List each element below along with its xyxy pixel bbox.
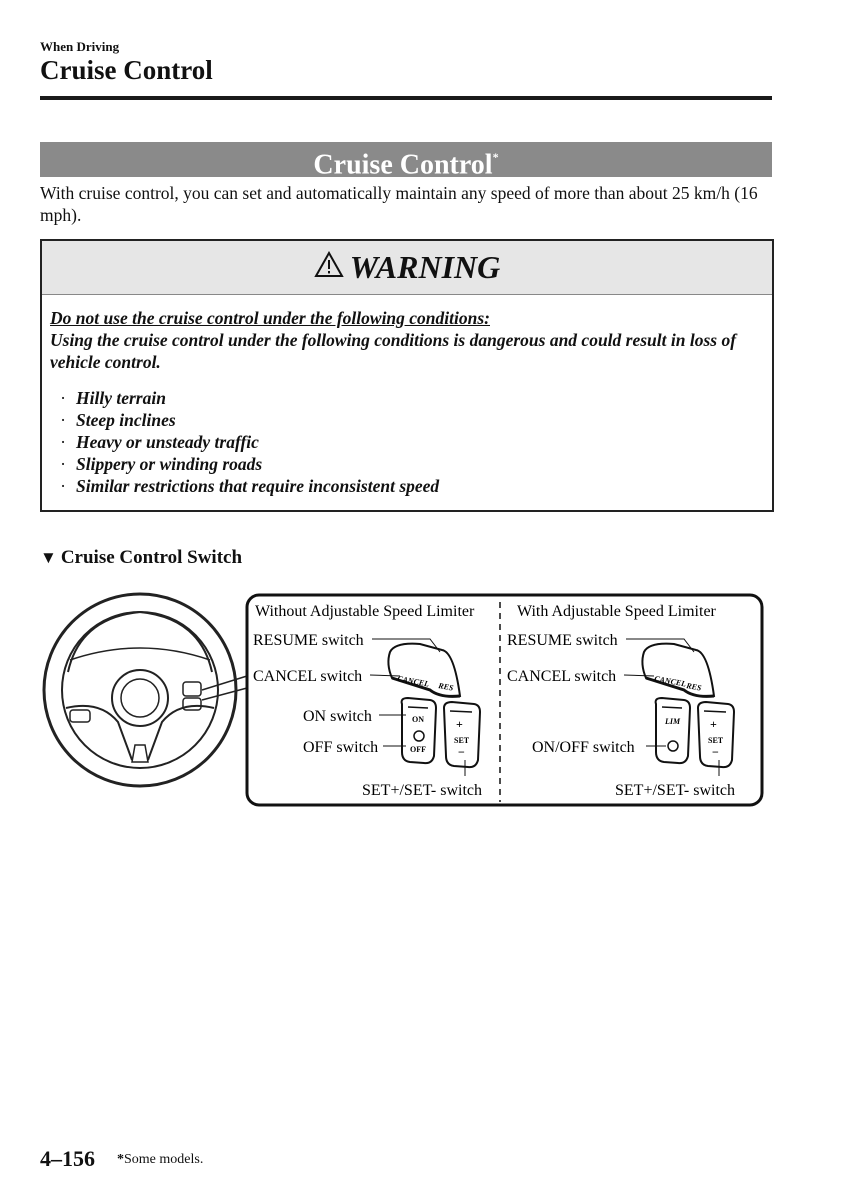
section-title: Cruise Control bbox=[40, 55, 213, 85]
warning-header bbox=[42, 241, 772, 295]
list-item: · Heavy or unsteady traffic bbox=[60, 432, 259, 452]
svg-text:RES: RES bbox=[437, 681, 455, 693]
set-button-right bbox=[698, 702, 734, 767]
steering-wheel-illustration bbox=[44, 594, 247, 786]
warning-body bbox=[50, 307, 765, 497]
page-number: 4–156 bbox=[40, 1146, 95, 1171]
panel-title-left: Without Adjustable Speed Limiter bbox=[255, 603, 475, 620]
svg-text:SET: SET bbox=[708, 736, 724, 745]
warning-triangle-icon bbox=[314, 251, 344, 278]
switch-diagram bbox=[40, 590, 770, 810]
svg-text:−: − bbox=[712, 745, 719, 759]
banner-marker: * bbox=[492, 150, 499, 164]
list-item: · Steep inclines bbox=[60, 410, 176, 430]
label-onoff-right: ON/OFF switch bbox=[532, 739, 635, 756]
svg-text:RES: RES bbox=[685, 681, 703, 693]
on-off-button-left bbox=[402, 698, 436, 763]
warning-list bbox=[50, 387, 765, 497]
label-cancel-left: CANCEL switch bbox=[253, 668, 363, 685]
section-label: When Driving bbox=[40, 39, 120, 54]
down-triangle-icon: ▼ bbox=[40, 548, 57, 567]
warning-text: Using the cruise control under the following conditions is dangerous and could result in loss of vehicle control. bbox=[50, 330, 737, 372]
header-rule bbox=[40, 96, 772, 100]
label-off-left: OFF switch bbox=[303, 739, 379, 756]
list-item: · Similar restrictions that require inconsistent speed bbox=[60, 476, 440, 496]
warning-title: WARNING bbox=[349, 249, 501, 285]
label-resume-left: RESUME switch bbox=[253, 632, 364, 649]
warning-box bbox=[40, 239, 774, 512]
banner-title: Cruise Control bbox=[313, 149, 493, 181]
svg-text:−: − bbox=[458, 745, 465, 759]
footnote: *Some models. bbox=[117, 1152, 204, 1167]
label-on-left: ON switch bbox=[303, 708, 372, 725]
svg-text:SET: SET bbox=[454, 736, 470, 745]
list-item: · Hilly terrain bbox=[60, 388, 166, 408]
list-item: · Slippery or winding roads bbox=[60, 454, 263, 474]
intro-paragraph: With cruise control, you can set and automatically maintain any speed of more than about 25 km/h (16 mph). bbox=[40, 183, 758, 225]
subsection-heading: ▼ Cruise Control Switch bbox=[40, 547, 243, 568]
warning-lead: Do not use the cruise control under the following conditions: bbox=[50, 308, 490, 328]
svg-text:OFF: OFF bbox=[410, 745, 426, 754]
set-button-left bbox=[444, 702, 480, 767]
panel-title-right: With Adjustable Speed Limiter bbox=[517, 603, 716, 620]
label-resume-right: RESUME switch bbox=[507, 632, 618, 649]
label-set-left: SET+/SET- switch bbox=[362, 782, 482, 799]
lim-button-right bbox=[656, 698, 690, 763]
svg-text:LIM: LIM bbox=[665, 717, 681, 726]
label-set-right: SET+/SET- switch bbox=[615, 782, 735, 799]
topic-banner bbox=[40, 142, 772, 181]
svg-text:+: + bbox=[456, 717, 463, 731]
svg-text:+: + bbox=[710, 717, 717, 731]
svg-text:CANCEL: CANCEL bbox=[653, 674, 687, 689]
label-cancel-right: CANCEL switch bbox=[507, 668, 617, 685]
svg-text:ON: ON bbox=[412, 715, 424, 724]
svg-text:CANCEL: CANCEL bbox=[396, 674, 430, 689]
